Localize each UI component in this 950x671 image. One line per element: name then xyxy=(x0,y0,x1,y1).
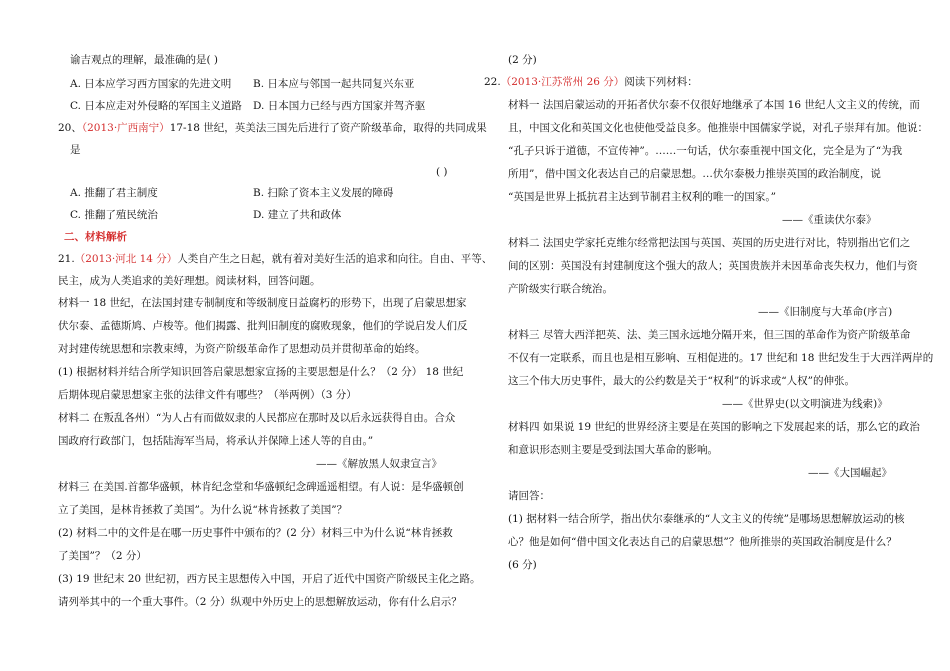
q22-intro: 阅读下列材料： xyxy=(624,76,698,88)
q21-line: 请列举其中的一个重大事件。（2 分）纵观中外历史上的思想解放运动，你有什么启示？ xyxy=(58,596,462,608)
q22-citation: ——《旧制度与大革命(序言) xyxy=(758,306,893,318)
q22-line: 材料一 法国启蒙运动的开拓者伏尔泰不仅很好地继承了本国 16 世纪人文主义的传统，而 xyxy=(508,99,920,111)
q19-option-c: C. 日本应走对外侵略的军国主义道路 xyxy=(70,100,242,112)
q21-line: 国政府行政部门，包括陆海军当局，将承认并保障上述人等的自由。” xyxy=(58,435,374,447)
q21-line: 材料一 18 世纪，在法国封建专制制度和等级制度日益腐朽的形势下，出现了启蒙思想家 xyxy=(58,297,467,309)
q20-stem xyxy=(58,121,487,135)
q22-source: （2013·江苏常州 26 分） xyxy=(500,76,625,88)
q20-option-d: D. 建立了共和政体 xyxy=(253,209,342,221)
q21-line: 材料三 在美国.首都华盛顿，林肯纪念堂和华盛顿纪念碑遥遥相望。有人说：是华盛顿创 xyxy=(58,481,464,493)
q21-points-note: (2 分) xyxy=(508,54,537,66)
q22-line: 这三个伟大历史事件，最大的公约数是关于“权利”的诉求或“人权”的伸张。 xyxy=(508,375,855,387)
q22-line: 且，中国文化和英国文化也使他受益良多。他推崇中国儒家学说，对孔子崇拜有加。他说： xyxy=(508,122,928,134)
q21-line: 后期体现启蒙思想家主张的法律文件有哪些？（举两例）（3 分） xyxy=(58,389,357,401)
q19-tail: 谕吉观点的理解，最准确的是( ) xyxy=(70,54,219,66)
q20-number: 20、 xyxy=(58,122,82,134)
q20-answer-paren: ( ) xyxy=(436,166,448,178)
q21-number: 21. xyxy=(58,253,75,265)
q19-option-b: B. 日本应与邻国一起共同复兴东亚 xyxy=(253,78,415,90)
q22-number: 22. xyxy=(484,76,501,88)
q22-line: 和意识形态则主要是受到法国大革命的影响。 xyxy=(508,444,718,456)
q19-option-a: A. 日本应学习西方国家的先进文明 xyxy=(70,78,232,90)
q21-line: (3) 19 世纪末 20 世纪初，西方民主思想传入中国，开启了近代中国资产阶级民主化之路。 xyxy=(58,573,481,585)
q20-stem-cont: 是 xyxy=(70,144,81,156)
q21-stem xyxy=(58,252,492,266)
q20-option-c: C. 推翻了殖民统治 xyxy=(70,209,158,221)
q20-source: （2013·广西南宁） xyxy=(81,122,170,134)
q19-option-d: D. 日本国力已经与西方国家并驾齐驱 xyxy=(253,100,426,112)
q22-citation: ——《世界史(以文明演进为线索)》 xyxy=(722,398,888,410)
q21-line: 伏尔泰、孟德斯鸠、卢梭等。他们揭露、批判旧制度的腐败现象，他们的学说启发人们反 xyxy=(58,320,468,332)
q20-option-b: B. 扫除了资本主义发展的障碍 xyxy=(253,187,394,199)
q20-option-a: A. 推翻了君主制度 xyxy=(70,187,158,199)
q22-line: 材料三 尽管大西洋把英、法、美三国永远地分隔开来，但三国的革命作为资产阶级革命 xyxy=(508,329,911,341)
q21-line: 人类自产生之日起，就有着对美好生活的追求和向往。自由、平等、 xyxy=(177,253,493,265)
q21-line: 材料二 在叛乱各州）“为人占有而做奴隶的人民都应在那时及以后永远获得自由。合众 xyxy=(58,412,456,424)
q22-line: 材料二 法国史学家托克维尔经常把法国与英国、英国的历史进行对比，特别指出它们之 xyxy=(508,237,911,249)
q22-stem xyxy=(484,75,698,89)
q22-line: “英国是世界上抵抗君主达到节制君主权利的唯一的国家。” xyxy=(508,191,776,203)
q22-line: 间的区别：英国没有封建制度这个强大的敌人；英国贵族并未因革命丧失权力，他们与资 xyxy=(508,260,918,272)
section-heading: 二、材料解析 xyxy=(64,231,127,243)
q22-line: “孔子只诉于道德，不宣传神”。……一句话，伏尔泰重视中国文化，完全是为了“为我 xyxy=(508,145,903,157)
q22-line: 不仅有一定联系，而且也是相互影响、互相促进的。17 世纪和 18 世纪发生于大西洋两岸的 xyxy=(508,352,934,364)
q21-line: 立了美国，是林肯拯救了美国”。为什么说“林肯拯救了美国”？ xyxy=(58,504,348,516)
q21-line: 了美国”？（2 分） xyxy=(58,550,147,562)
q21-line: 民主，成为人类追求的美好理想。阅读材料，回答问题。 xyxy=(58,275,321,287)
q21-line: 对封建传统思想和宗教束缚，为资产阶级革命作了思想动员并贯彻革命的始终。 xyxy=(58,343,426,355)
q21-source: （2013·河北 14 分） xyxy=(74,253,178,265)
q22-line: 产阶级实行联合统治。 xyxy=(508,283,613,295)
q21-line: (1) 根据材料并结合所学知识回答启蒙思想家宣扬的主要思想是什么？（2 分） 18 世纪 xyxy=(58,366,464,378)
q22-prompt: 请回答： xyxy=(508,490,550,502)
q21-citation: ——《解放黑人奴隶宣言》 xyxy=(316,458,442,470)
q21-line: (2) 材料二中的文件是在哪一历史事件中颁布的？(2 分）材料三中为什么说“林肯拯救 xyxy=(58,527,453,539)
q22-line: (1) 据材料一结合所学，指出伏尔泰继承的“人文主义的传统”是哪场思想解放运动的核 xyxy=(508,513,905,525)
q22-points-note: (6 分) xyxy=(508,559,537,571)
q22-line: 心？他是如何“借中国文化表达自己的启蒙思想”？他所推崇的英国政治制度是什么？ xyxy=(508,536,897,548)
q22-line: 所用”，借中国文化表达自己的启蒙思想。…伏尔泰极力推崇英国的政治制度，说 xyxy=(508,168,881,180)
q20-text: 17-18 世纪，英美法三国先后进行了资产阶级革命，取得的共同成果 xyxy=(169,122,487,134)
q22-citation: ——《重读伏尔泰》 xyxy=(782,214,877,226)
q22-line: 材料四 如果说 19 世纪的世界经济主要是在英国的影响之下发展起来的话，那么它的政治 xyxy=(508,421,920,433)
q22-citation: ——《大国崛起》 xyxy=(808,467,892,479)
